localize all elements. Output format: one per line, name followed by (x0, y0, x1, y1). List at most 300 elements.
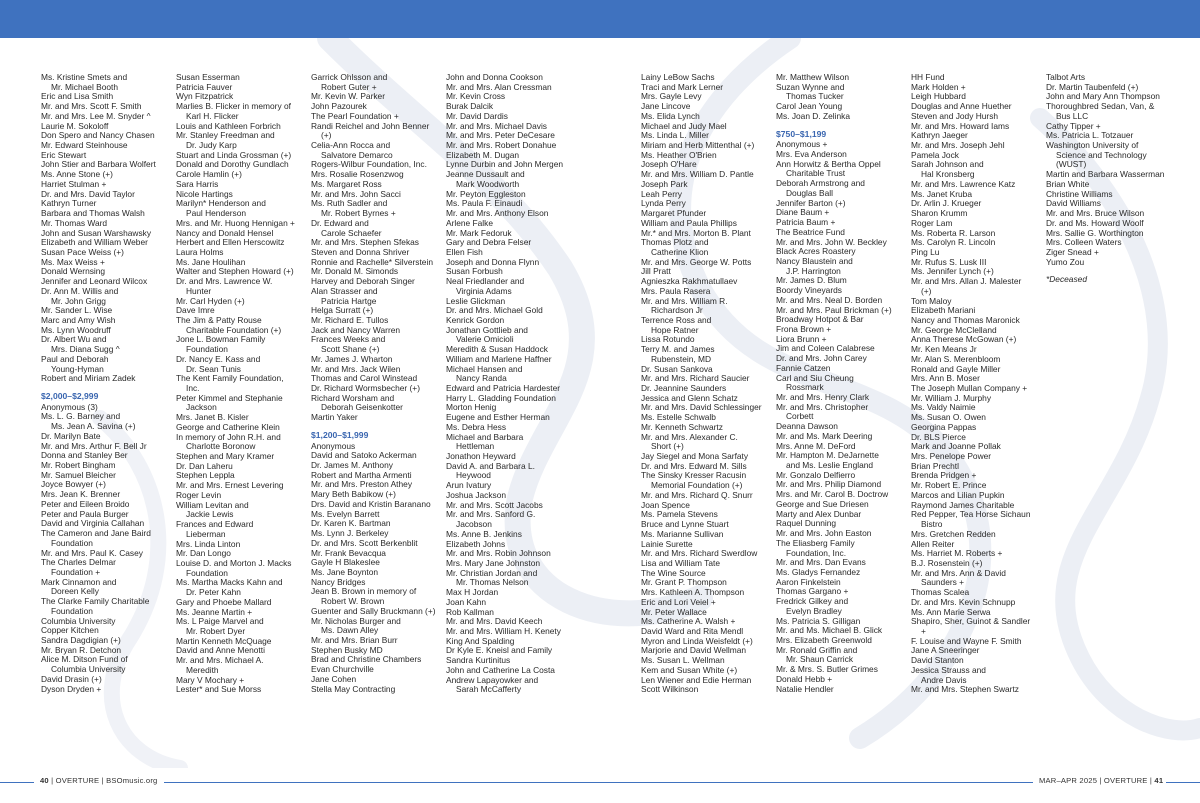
donor-name: Patricia Fauver (176, 81, 233, 92)
donor-name: Wyn Fitzpatrick (176, 91, 234, 102)
donor-name: Ms. Martha Macks Kahn and (176, 577, 283, 588)
donor-name: Jay Siegel and Mona Sarfaty (641, 451, 749, 462)
donor-name: Ms. Roberta R. Larson (911, 227, 996, 238)
donor-name: Burak Dalcik (446, 101, 494, 112)
donor-name: Nancy Bridges (311, 576, 366, 587)
donor-name: Dr. and Mrs. Michael Gold (446, 305, 543, 316)
donor-name-continuation: Foundation (186, 344, 228, 355)
donor-name: Mr. Thomas Ward (41, 217, 108, 228)
donor-name: Mr.* and Mrs. Morton B. Plant (641, 227, 751, 238)
donor-column-6 (776, 73, 892, 694)
donor-name: The Pearl Foundation + (311, 110, 399, 121)
donor-name: Dr. Ann M. Willis and (41, 285, 119, 296)
donor-name: Dave Imre (176, 305, 215, 316)
donor-name: Fannie Catzen (776, 362, 831, 373)
donor-name-continuation: Foundation (51, 605, 93, 616)
donor-name: Alice M. Ditson Fund of (41, 654, 128, 665)
donor-name: Robert and Martha Armenti (311, 469, 412, 480)
donor-name-continuation: Karl H. Flicker (186, 110, 239, 121)
donor-name: David and Satoko Ackerman (311, 450, 417, 461)
donor-name-continuation: Foundation + (51, 566, 101, 577)
donor-name: Mr. Matthew Wilson (776, 72, 850, 82)
donor-name: Mr. and Mrs. Ernest Levering (176, 480, 284, 491)
footer-rule-right-long (600, 782, 1033, 783)
donor-name: Mrs. and Mr. Carol B. Doctrow (776, 489, 889, 500)
donor-name: The Clarke Family Charitable (41, 596, 150, 607)
donor-name: Robert and Miriam Zadek (41, 373, 136, 384)
donor-name: Thoroughbred Sedan, Van, & (1046, 101, 1155, 112)
donor-name: Raymond James Charitable (911, 499, 1015, 510)
donor-name: Mr. and Mrs. Lee M. Snyder ^ (41, 110, 151, 121)
donor-name: Carl and Siu Cheung (776, 372, 854, 383)
donor-name: Mr. and Mrs. Richard Swerdlow (641, 548, 758, 559)
donor-name: Ms. Harriet M. Roberts + (911, 548, 1003, 559)
donor-name: Mr. and Mrs. Philip Diamond (776, 479, 882, 490)
footer-left (40, 776, 157, 785)
donor-name: Frances Weeks and (311, 334, 386, 345)
donor-name-continuation: Doreen Kelly (51, 586, 99, 597)
donor-name: Jill Pratt (641, 266, 671, 277)
donor-name: Brian Prechtl (911, 460, 959, 471)
donor-name: Leigh Hubbard (911, 91, 966, 102)
donor-name-continuation: Valerie Omicioli (456, 334, 514, 345)
donor-name: Ms. Marianne Sullivan (641, 528, 724, 539)
donor-name: Yumo Zou (1046, 256, 1085, 267)
donor-name: Harvey and Deborah Singer (311, 276, 415, 287)
donor-name-continuation: Charitable Foundation (+) (186, 324, 282, 335)
donor-name: Mr. Nicholas Burger and (311, 615, 401, 626)
donor-name: Frances and Edward (176, 519, 254, 530)
donor-name-continuation: Robert W. Brown (321, 596, 385, 607)
donor-name: Ms. Anne Stone (+) (41, 169, 113, 180)
donor-name: Jane A Sneeringer (911, 645, 980, 656)
donor-name: Mr. and Mrs. Jack Wilen (311, 363, 401, 374)
donor-name: Mr. Robert E. Prince (911, 480, 987, 491)
donor-name: Kem and Susan White (+) (641, 664, 738, 675)
donor-name: Brad and Christine Chambers (311, 654, 422, 665)
donor-name: Ms. Patricia S. Gilligan (776, 615, 861, 626)
donor-name: Ms. Lynn J. Berkeley (311, 528, 389, 539)
donor-name: Mr. Alan S. Merenbloom (911, 353, 1001, 364)
donor-name: Mr. and Mrs. William D. Pantle (641, 169, 754, 180)
donor-name: Georgina Pappas (911, 421, 977, 432)
donor-name: Christine Williams (1046, 188, 1113, 199)
donor-name: Lynda Perry (641, 198, 686, 209)
donor-name: Thomas and Carol Winstead (311, 373, 418, 384)
donor-name: Jeanne Dussault and (446, 169, 525, 180)
donor-name: Mr. and Mrs. Howard Iams (911, 120, 1010, 131)
donor-name: Mr. David Dardis (446, 110, 508, 121)
donor-name: Harriet Stulman + (41, 178, 107, 189)
donor-name: Mr. and Mrs. Paul K. Casey (41, 547, 143, 558)
donor-name: Michael and Barbara (446, 431, 524, 442)
donor-name: Mr. and Mrs. Allan J. Malester (911, 276, 1022, 287)
donor-name: Jessica and Glenn Schatz (641, 392, 738, 403)
donor-name-continuation: Mr. Shaun Carrick (786, 654, 854, 665)
donor-name: The Cameron and Jane Baird (41, 528, 151, 539)
left-page-number: 40 (40, 776, 49, 785)
donor-name-continuation: Short (+) (651, 441, 684, 452)
donor-name: Jack and Nancy Warren (311, 324, 401, 335)
donor-name: Columbia University (41, 615, 116, 626)
donor-name: Ms. Pamela Stevens (641, 509, 718, 520)
donor-name: Ellen Fish (446, 246, 483, 257)
donor-name: Mr. Peyton Eggleston (446, 188, 526, 199)
donor-name: Mr. Dan Longo (176, 548, 231, 559)
donor-name: Mr. Donald M. Simonds (311, 266, 399, 277)
donor-name: Joseph and Donna Flynn (446, 256, 540, 267)
donor-name: Mr. and Mrs. Brian Burr (311, 634, 398, 645)
donor-name-continuation: Saunders + (921, 577, 965, 588)
donor-name: Terrence Ross and (641, 314, 712, 325)
donor-name: Mr. Robert Bingham (41, 460, 116, 471)
footer-separator-right: | (1149, 776, 1153, 785)
donor-name: Kenrick Gordon (446, 314, 505, 325)
donor-name: Lynne Durbin and John Mergen (446, 159, 564, 170)
donor-name: Mrs. Janet B. Kisler (176, 412, 249, 423)
donor-name: Evan Churchville (311, 664, 374, 675)
donor-name: Mr. George McClelland (911, 324, 997, 335)
donor-name: Mr. and Mrs. Robert Donahue (446, 140, 557, 151)
donor-name: Black Acres Roastery (776, 246, 856, 257)
donor-name: Agnieszka Rakhmatullaev (641, 276, 738, 287)
donor-name: Nancy and Donald Hensel (176, 227, 274, 238)
donor-name: Ronald and Gayle Miller (911, 363, 1001, 374)
donor-name: Steven and Jody Hursh (911, 110, 999, 121)
donor-name: Joseph O'Hare (641, 159, 697, 170)
donor-name: Dr. and Ms. Howard Woolf (1046, 217, 1144, 228)
donor-name: Mrs. Rosalie Rosenzwog (311, 169, 404, 180)
donor-name: Kathryn Jaeger (911, 130, 968, 141)
donor-name-continuation: Carole Schaefer (321, 227, 382, 238)
donor-name-continuation: (+) (921, 285, 932, 296)
donor-name: Mr. and Mrs. Alan Cressman (446, 81, 552, 92)
donor-name: Mrs. Eva Anderson (776, 149, 847, 160)
donor-name-continuation: Bistro (921, 519, 943, 530)
donor-name: Morton Henig (446, 402, 497, 413)
donor-name: Mrs. Kathleen A. Thompson (641, 587, 745, 598)
donor-name: Fredrick Gilkey and (776, 596, 849, 607)
donor-name: Mr. and Mrs. Preston Athey (311, 479, 413, 490)
donor-name: Marty and Alex Dunbar (776, 508, 862, 519)
donor-name: Red Pepper, Tea Horse Sichaun (911, 509, 1031, 520)
donor-name: Dr. James M. Anthony (311, 460, 393, 471)
donor-name: Bruce and Lynne Stuart (641, 519, 729, 530)
donor-name: Laurie M. Sokoloff (41, 120, 109, 131)
donor-name: Mr. Peter Wallace (641, 606, 707, 617)
donor-name: George and Sue Driesen (776, 498, 869, 509)
donor-name: The Sinsky Kresser Racusin (641, 470, 747, 481)
donor-name: Liora Brunn + (776, 333, 827, 344)
donor-name: The Charles Delmar (41, 557, 116, 568)
donor-name-continuation: (+) (321, 130, 332, 141)
donor-name: David Ward and Rita Mendl (641, 625, 744, 636)
donor-name: Lisa and William Tate (641, 557, 720, 568)
donor-name: Broadway Hotpot & Bar (776, 314, 864, 325)
donor-name: Neal Friedlander and (446, 276, 525, 287)
donor-name: Mrs. Anne M. DeFord (776, 440, 856, 451)
donor-name: Ronnie and Rachelle* Silverstein (311, 256, 433, 267)
donor-name: Anna Therese McGowan (+) (911, 334, 1017, 345)
donor-name: Mrs. Mary Jane Johnston (446, 557, 541, 568)
donor-name: Ms. Catherine A. Walsh + (641, 616, 736, 627)
donor-name-continuation: Mrs. Diana Sugg ^ (51, 344, 120, 355)
donor-name: Jonathon Heyward (446, 451, 516, 462)
donor-name: The Joseph Mullan Company + (911, 383, 1028, 393)
donor-name: Terry M. and James (641, 344, 715, 355)
donor-name: Mr. and Mrs. Scott Jacobs (446, 499, 543, 510)
donor-name: Aaron Finkelstein (776, 576, 841, 587)
donor-name-continuation: Memorial Foundation (+) (651, 480, 743, 491)
donor-name: Marilyn* Henderson and (176, 198, 266, 209)
donor-name: William Levitan and (176, 499, 249, 510)
donor-name-continuation: Meredith (186, 664, 219, 675)
donor-name: Mrs. and Mr. Huong Hennigan + (176, 217, 295, 228)
donor-name: Susan Forbush (446, 266, 503, 277)
donor-name: Tom Maloy (911, 295, 952, 306)
donor-name-continuation: Catherine Klion (651, 246, 709, 257)
donor-name-continuation: + (921, 625, 926, 636)
donor-name: Mr. and Mrs. John Easton (776, 528, 872, 539)
donor-name-continuation: (WUST) (1056, 159, 1087, 170)
donor-name: Mr. and Mrs. William H. Kenety (446, 625, 561, 636)
donor-name: Ms. Patricia L. Totzauer (1046, 130, 1134, 141)
donor-name: Mr. Frank Bevacqua (311, 547, 386, 558)
donor-name: Mr. Richard E. Tullos (311, 314, 389, 325)
donor-name: Ms. Debra Hess (446, 421, 507, 432)
right-page-number: 41 (1154, 776, 1164, 785)
donor-name: Mr. Ronald Griffin and (776, 644, 858, 655)
donor-name: Sarah Johnson and (911, 159, 984, 170)
donor-name: Ms. Elida Lynch (641, 110, 700, 121)
donor-name: Eric Stewart (41, 149, 87, 160)
donor-name: Mrs. Elizabeth Greenwold (776, 634, 872, 645)
donor-name: Dr. Susan Sankova (641, 363, 713, 374)
donor-name: Mr. and Mrs. Scott F. Smith (41, 101, 142, 112)
donor-name: David Stanton (911, 655, 964, 666)
donor-name: Mr. and Mrs. George W. Potts (641, 256, 752, 267)
donor-name: Gary and Phoebe Mallard (176, 596, 272, 607)
donor-name-continuation: Jackie Lewis (186, 509, 234, 520)
donor-name: Elizabeth Johns (446, 538, 506, 549)
donor-name: Douglas and Anne Huether (911, 101, 1012, 112)
donor-name: Len Wiener and Edie Herman (641, 674, 752, 685)
donor-name: Mr. and Mrs. Ann & David (911, 567, 1006, 578)
donor-name: The Wine Source (641, 567, 706, 578)
donor-name: Mark Holden + (911, 81, 966, 92)
donor-name: Mr. Kevin Cross (446, 91, 506, 102)
donor-name: William and Paula Phillips (641, 217, 737, 228)
donor-name: Marjorie and David Wellman (641, 645, 747, 656)
donor-name: Anonymous + (776, 139, 828, 150)
donor-name: Roger Lam (911, 217, 953, 228)
donor-name: Mrs. Penelope Power (911, 451, 992, 462)
donor-name: David and Anne Menotti (176, 645, 265, 656)
donor-name: Michael Hansen and (446, 363, 523, 374)
donor-name-continuation: Inc. (186, 383, 200, 393)
donor-name: Joshua Jackson (446, 489, 507, 500)
donor-name: Jim and Coleen Calabrese (776, 343, 875, 354)
donor-name: B.J. Rosenstein (+) (911, 557, 983, 568)
donor-name: John and Donna Cookson (446, 72, 543, 82)
footer-rule-left (0, 782, 34, 783)
donor-name: Miriam and Herb Mittenthal (+) (641, 140, 755, 151)
donor-name: Barbara and Thomas Walsh (41, 208, 145, 219)
donor-name: Mr. and Mrs. Bruce Wilson (1046, 208, 1145, 219)
donor-name: Lainie Surette (641, 538, 693, 549)
donor-name: Mr. James D. Blum (776, 275, 847, 286)
donor-name: Mr. and Mrs. Arthur F. Bell Jr (41, 440, 147, 451)
donor-name: Mr. Gonzalo Delfierro (776, 469, 856, 480)
donor-name: Mr. and Mrs. Stephen Swartz (911, 684, 1019, 695)
donor-name-continuation: Mark Woodworth (456, 178, 520, 189)
donor-name: Alan Strasser and (311, 285, 378, 296)
donor-name: Ms. Linda L. Miller (641, 130, 709, 141)
donor-name: Ann Horwitz & Bertha Oppel (776, 158, 881, 169)
donor-name: Copper Kitchen (41, 625, 99, 636)
donor-name: Brian White (1046, 178, 1090, 189)
donor-name: Mr. Rufus S. Lusk III (911, 256, 987, 267)
donor-name: In memory of John R.H. and (176, 431, 281, 442)
donor-name-continuation: Virginia Adams (456, 285, 512, 296)
donor-name: Mr. Ken Means Jr (911, 344, 977, 355)
deceased-footnote: *Deceased (1046, 274, 1087, 285)
donor-name-continuation: Dr. Judy Karp (186, 140, 237, 151)
donor-name: Louise D. and Morton J. Macks (176, 557, 292, 568)
donor-name: Mr. and Mrs. John Sacci (311, 188, 401, 199)
donor-name: Sharon Krumm (911, 208, 968, 219)
donor-name: Marlies B. Flicker in memory of (176, 101, 291, 112)
donor-name: Ms. Max Weiss + (41, 256, 105, 267)
donor-name: Joyce Bowyer (+) (41, 479, 106, 490)
donor-name: John Pazourek (311, 101, 367, 112)
donor-name: Marcos and Lilian Pupkin (911, 489, 1005, 500)
donor-name: Mr. and Mrs. John W. Beckley (776, 236, 887, 247)
donor-name: Drs. David and Kristin Baranano (311, 498, 431, 509)
donor-name: Dr. Richard Wormsbecher (+) (311, 383, 420, 393)
donor-name: Eugene and Esther Herman (446, 412, 550, 423)
donor-name: Margaret Pfunder (641, 208, 707, 219)
donor-name: Stephen Leppla (176, 470, 235, 481)
donor-name: Lissa Rotundo (641, 334, 695, 345)
donor-name: Myron and Linda Weisfeldt (+) (641, 635, 753, 646)
donor-name: Mr. Bryan R. Detchon (41, 644, 122, 655)
donor-name: Mr. and Mrs. Neal D. Borden (776, 294, 883, 305)
donor-name: Mr. and Mrs. William R. (641, 295, 728, 306)
donor-name: Ziger Snead + (1046, 246, 1099, 257)
giving-level-heading: $1,200–$1,999 (311, 429, 369, 440)
donor-name: Ms. Margaret Ross (311, 178, 382, 189)
donor-name: F. Louise and Wayne F. Smith (911, 635, 1022, 646)
donor-name: Dr. BLS Pierce (911, 431, 966, 442)
donor-name: Stephen and Mary Kramer (176, 451, 275, 462)
donor-name-continuation: Salvatore Demarco (321, 149, 393, 160)
donor-name: Mr. and Mrs. Christopher (776, 401, 869, 412)
footer-separator: | (51, 776, 54, 785)
donor-name: Elizabeth and William Weber (41, 237, 148, 248)
donor-name: Ping Lu (911, 246, 940, 257)
donor-name: Stella May Contracting (311, 683, 396, 694)
donor-name: Mrs. Linda Linton (176, 538, 241, 549)
donor-name: King And Spalding (446, 635, 515, 646)
donor-name: Raquel Dunning (776, 518, 837, 529)
donor-name-continuation: Mr. Robert Byrnes + (321, 208, 396, 219)
donor-name: Donald and Dorothy Gundlach (176, 159, 289, 170)
donor-name: Susan Esserman (176, 72, 240, 82)
donor-name: Mr. James J. Wharton (311, 353, 393, 364)
donor-column-1 (41, 73, 156, 694)
donor-name: Frona Brown + (776, 323, 832, 334)
donor-name: Leslie Glickman (446, 295, 506, 306)
donor-name: Suzan Wynne and (776, 81, 845, 92)
donor-name: The Beatrice Fund (776, 226, 845, 237)
donor-name: Jennifer and Leonard Wilcox (41, 276, 148, 287)
donor-name: Mrs. Sallie G. Worthington (1046, 227, 1144, 238)
donor-name: Nicole Hartings (176, 188, 233, 199)
donor-name: Lainy LeBow Sachs (641, 72, 715, 82)
giving-level-heading: $750–$1,199 (776, 128, 827, 139)
donor-name: Rogers-Wilbur Foundation, Inc. (311, 159, 427, 170)
donor-name: Kathryn Turner (41, 198, 97, 209)
donor-name: Garrick Ohlsson and (311, 72, 388, 82)
donor-name-continuation: Mr. John Grigg (51, 295, 106, 306)
donor-name-continuation: Mr. Thomas Nelson (456, 577, 529, 588)
donor-name: Mr. and Mrs. Henry Clark (776, 392, 870, 402)
donor-name-continuation: Thomas Tucker (786, 91, 844, 102)
donor-name: Sandra Kurtinitus (446, 655, 511, 666)
donor-name-continuation: Jackson (186, 402, 217, 413)
donor-name: Ms. Susan L. Wellman (641, 655, 725, 666)
donor-name: Dr. and Mrs. David Taylor (41, 188, 135, 199)
donor-name: Diane Baum + (776, 207, 830, 218)
donor-name: Scott Wilkinson (641, 684, 699, 695)
donor-name: Shapiro, Sher, Guinot & Sandler (911, 616, 1031, 627)
donor-name: Steven and Donna Shriver (311, 246, 410, 257)
footer-magazine-name-right: OVERTURE (1103, 776, 1148, 785)
donor-name: Traci and Mark Lerner (641, 81, 724, 92)
donor-name: Ms. Valdy Naimie (911, 402, 976, 413)
donor-name: Dr. Edward and (311, 217, 369, 228)
donor-column-2 (176, 73, 295, 695)
donor-name: Mary Beth Babikow (+) (311, 489, 396, 500)
donor-name: Pamela Jock (911, 149, 959, 160)
donor-name: Mr. Kevin W. Parker (311, 91, 385, 102)
donor-name: Peter Kimmel and Stephanie (176, 392, 283, 403)
donor-name: Arun Ivatury (446, 480, 492, 491)
donor-name: Ms. Anne B. Jenkins (446, 528, 522, 539)
donor-name-continuation: J.P. Harrington (786, 265, 841, 276)
donor-name: Mr. Carl Hyden (+) (176, 295, 245, 306)
donor-name-continuation: Patricia Hartge (321, 295, 377, 306)
donor-name: William and Marlene Haffner (446, 353, 552, 364)
donor-name: Thomas Gargano + (776, 586, 849, 597)
donor-name-continuation: Foundation (186, 567, 228, 578)
donor-name: Mrs. Ann B. Moser (911, 373, 980, 384)
donor-name: Ms. L. G. Barney and (41, 411, 121, 422)
donor-name-continuation: Young-Hyman (51, 363, 104, 374)
donor-name-continuation: Mr. Michael Booth (51, 81, 119, 92)
donor-name-continuation: Deborah Geisenkotter (321, 402, 403, 413)
donor-name: Leah Perry (641, 188, 682, 199)
donor-name: Ms. Paula F. Einaudi (446, 198, 523, 209)
donor-name: Mark Cinnamon and (41, 576, 117, 587)
donor-name: Dr. and Mrs. John Carey (776, 353, 867, 364)
donor-name: Mr. Mark Fedoruk (446, 227, 512, 238)
donor-name: Jean B. Brown in memory of (311, 586, 417, 597)
donor-name: John and Susan Warshawsky (41, 227, 152, 238)
donor-name: Eric and Lori Veiel + (641, 596, 716, 607)
donor-name: Mrs. Gayle Levy (641, 91, 702, 102)
